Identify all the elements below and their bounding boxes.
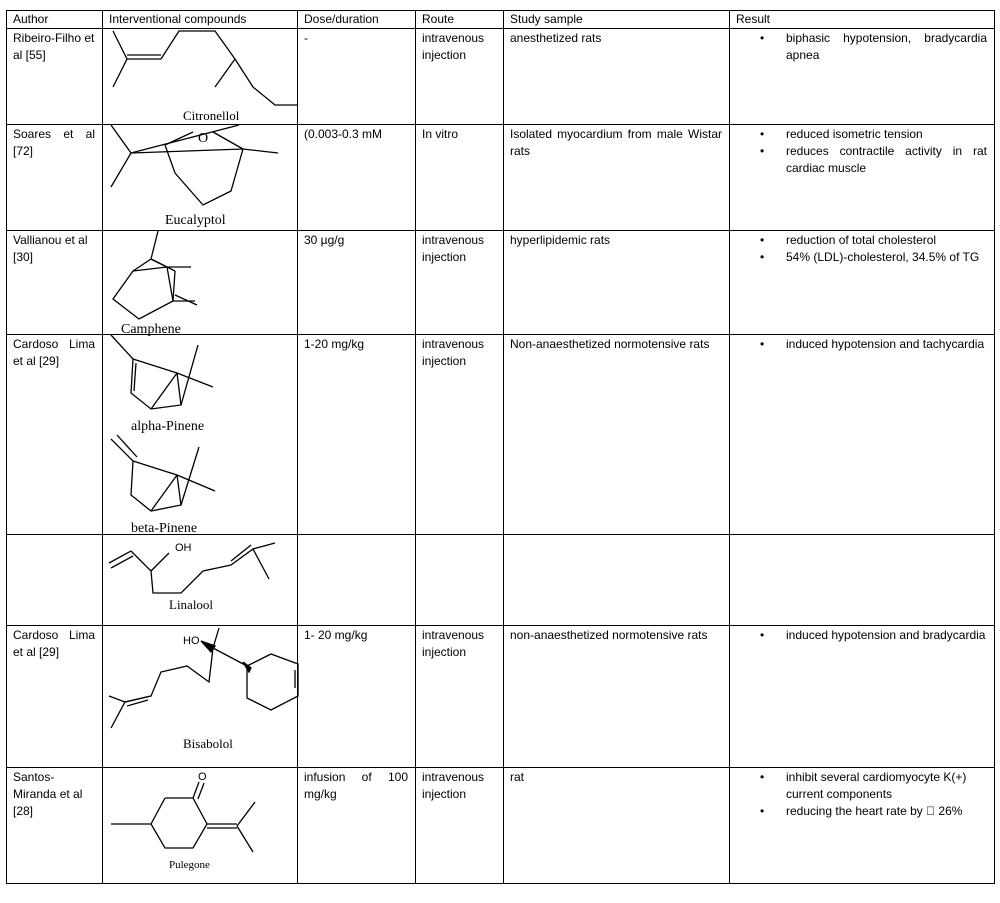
route-cell: intravenous injection: [416, 29, 504, 125]
compound-label: Pulegone: [169, 859, 210, 871]
sample-cell: non-anaesthetized normotensive rats: [504, 626, 730, 768]
result-item: • inhibit several cardiomyocyte K(+) current components: [736, 769, 987, 803]
route-cell: intravenous injection: [416, 626, 504, 768]
result-item: • 54% (LDL)-cholesterol, 34.5% of TG: [736, 249, 987, 266]
dose-cell: 30 µg/g: [298, 231, 416, 335]
terpenes-table: [6, 10, 995, 884]
header-route: Route: [416, 11, 504, 29]
result-item: • reduction of total cholesterol: [736, 232, 987, 249]
author-cell: Ribeiro-Filho et al [55]: [7, 29, 103, 125]
compound-label: Citronellol: [183, 108, 240, 123]
table-row: [7, 626, 995, 768]
dose-cell: 1- 20 mg/kg: [298, 626, 416, 768]
header-row: [7, 11, 995, 29]
compound-label: Camphene: [121, 322, 181, 337]
table-row: [7, 768, 995, 884]
structure-cell: [103, 29, 298, 125]
pinene-structures: [103, 335, 298, 535]
camphene-structure: [103, 231, 298, 335]
author-cell: Santos-Miranda et al [28]: [7, 768, 103, 884]
sample-cell: Non-anaesthetized normotensive rats: [504, 335, 730, 535]
sample-cell: [504, 535, 730, 626]
sample-cell: Isolated myocardium from male Wistar rats: [504, 125, 730, 231]
result-item: • reducing the heart rate by   26%: [736, 803, 987, 820]
author-cell: Vallianou et al [30]: [7, 231, 103, 335]
header-result: Result: [730, 11, 995, 29]
sample-cell: anesthetized rats: [504, 29, 730, 125]
compound-label: Eucalyptol: [165, 213, 226, 228]
author-cell: Soares et al [72]: [7, 125, 103, 231]
table-row: [7, 231, 995, 335]
sample-cell: rat: [504, 768, 730, 884]
bisabolol-structure: [103, 626, 298, 768]
result-cell: [730, 231, 995, 335]
result-item: • induced hypotension and bradycardia: [736, 627, 987, 644]
route-cell: [416, 535, 504, 626]
hydroxyl-label: HO: [183, 635, 200, 647]
oxygen-atom-label: O: [198, 131, 209, 146]
result-item: • biphasic hypotension, bradycardia apnea: [736, 30, 987, 64]
structure-cell: [103, 626, 298, 768]
table-row: [7, 125, 995, 231]
header-author: Author: [7, 11, 103, 29]
carbonyl-oxygen-label: O: [198, 771, 207, 783]
sample-cell: hyperlipidemic rats: [504, 231, 730, 335]
dose-cell: 1-20 mg/kg: [298, 335, 416, 535]
route-cell: In vitro: [416, 125, 504, 231]
result-cell: [730, 335, 995, 535]
structure-cell: [103, 335, 298, 535]
structure-cell: [103, 768, 298, 884]
result-cell: [730, 626, 995, 768]
route-cell: intravenous injection: [416, 335, 504, 535]
author-cell: Cardoso Lima et al [29]: [7, 626, 103, 768]
structure-cell: [103, 231, 298, 335]
route-cell: intravenous injection: [416, 231, 504, 335]
citronellol-structure: [103, 29, 298, 125]
compound-label: Linalool: [169, 597, 214, 612]
dose-cell: (0.003-0.3 mM: [298, 125, 416, 231]
dose-cell: -: [298, 29, 416, 125]
hydroxyl-label: OH: [175, 542, 192, 554]
result-cell: [730, 29, 995, 125]
table-row: [7, 335, 995, 535]
table-row: [7, 535, 995, 626]
structure-cell: [103, 535, 298, 626]
result-cell: [730, 125, 995, 231]
author-cell: [7, 535, 103, 626]
pulegone-structure: [103, 768, 298, 884]
eucalyptol-structure: [103, 125, 298, 231]
author-cell: Cardoso Lima et al [29]: [7, 335, 103, 535]
dose-cell: [298, 535, 416, 626]
header-dose: Dose/duration: [298, 11, 416, 29]
structure-cell: [103, 125, 298, 231]
compound-label: alpha-Pinene: [131, 419, 205, 434]
compound-label: Bisabolol: [183, 736, 233, 751]
compound-label: beta-Pinene: [131, 521, 198, 536]
result-cell: [730, 768, 995, 884]
linalool-structure: [103, 535, 298, 626]
route-cell: intravenous injection: [416, 768, 504, 884]
result-item: • reduces contractile activity in rat cardiac muscle: [736, 143, 987, 177]
result-item: • induced hypotension and tachycardia: [736, 336, 987, 353]
result-item: • reduced isometric tension: [736, 126, 987, 143]
result-cell: [730, 535, 995, 626]
table-row: [7, 29, 995, 125]
header-compounds: Interventional compounds: [103, 11, 298, 29]
header-sample: Study sample: [504, 11, 730, 29]
dose-cell: infusion of 100 mg/kg: [298, 768, 416, 884]
